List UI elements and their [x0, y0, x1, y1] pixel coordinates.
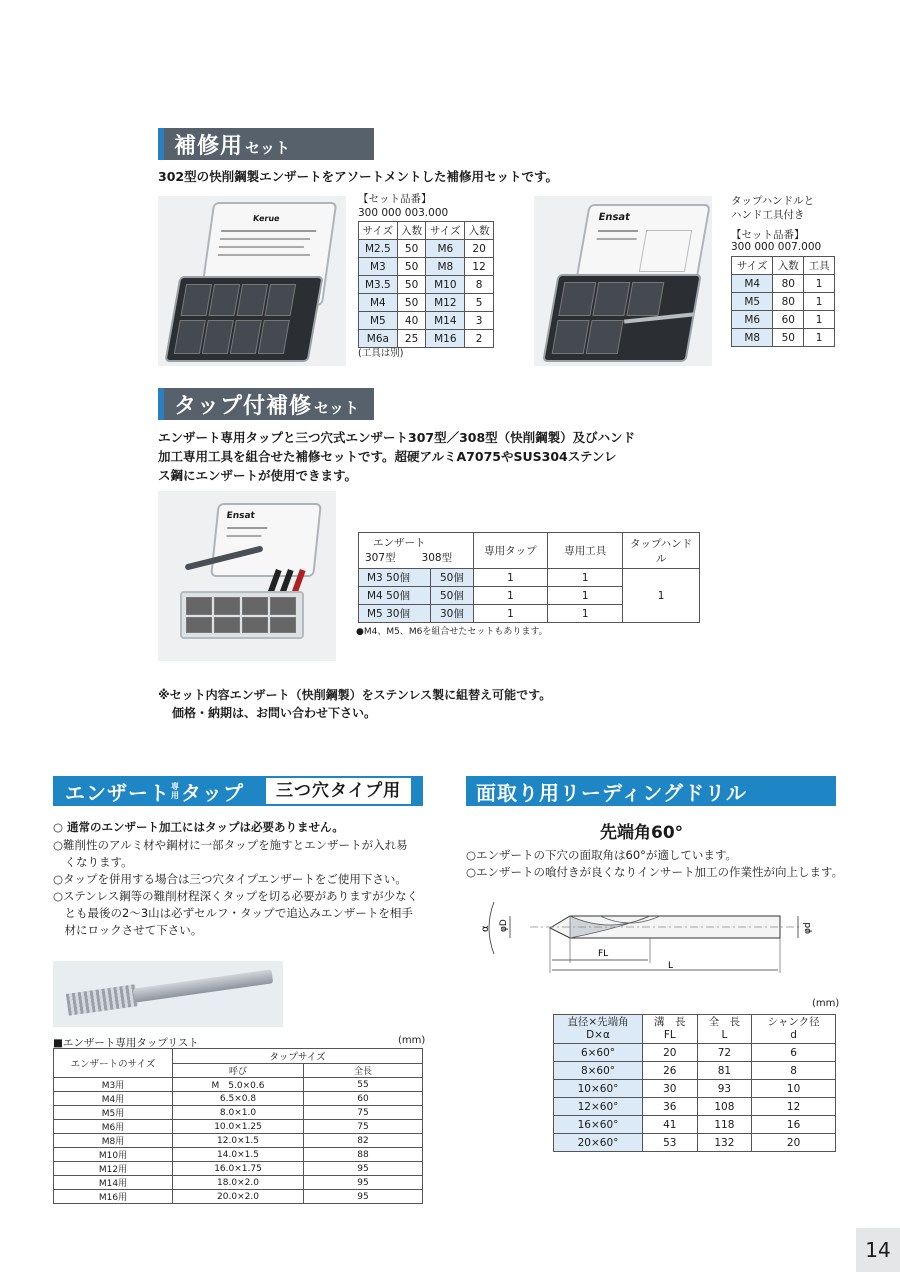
- d-large-label: φD: [499, 919, 509, 932]
- tap-set-table: エンザート 307型 308型 専用タップ 専用工具 タップハンドル M3 50個 50個 1 1 1 M4 50個 50個 1 1 M5 30個 30個 1 1: [358, 532, 700, 623]
- table-row: M4 50個 50個 1 1: [359, 587, 700, 605]
- table-row: M4 80 1: [732, 275, 835, 293]
- drill-bullet-2: ○エンザートの喰付きが良くなりインサート加工の作業性が向上します。: [466, 865, 844, 879]
- drill-subtitle: 先端角60°: [600, 823, 684, 843]
- right-set-label: 【セット品番】: [731, 229, 805, 241]
- tap-set-photo: [158, 491, 336, 661]
- right-set-table: サイズ 入数 工具 M4 80 1 M5 80 1 M6 60 1 M8 50 1: [731, 256, 835, 347]
- tap-section-title-pre: エンザート: [65, 780, 170, 805]
- table-row: 16×60° 41 118 16: [554, 1116, 836, 1134]
- tap-bullet-2: ○難削性のアルミ材や鋼材に一部タップを施すとエンザートが入れ易: [53, 838, 408, 852]
- table-row: M3 50 M8 12: [359, 258, 494, 276]
- tap-set-table-note: ●M4、M5、M6を組合せたセットもあります。: [356, 627, 548, 637]
- tap-bullet-7: 材にロックさせて下さい。: [53, 923, 203, 937]
- repair-set-title: 補修用: [174, 133, 244, 159]
- tap-bullet-3: くなります。: [53, 855, 133, 869]
- table-row: M5用 8.0×1.0 75: [54, 1106, 423, 1120]
- repair-set-title-sub: セット: [245, 138, 291, 157]
- tap-bullet-4: ○タップを併用する場合は三つ穴タイプエンザートをご使用下さい。: [53, 872, 407, 886]
- col-header-tap: 専用タップ: [473, 533, 548, 569]
- table-row: M6 60 1: [732, 311, 835, 329]
- tap-set-banner: [158, 388, 374, 420]
- tap-photo: [53, 961, 283, 1027]
- right-set-caption-2: ハンド工具付き: [731, 209, 805, 221]
- table-row: 12×60° 36 108 12: [554, 1098, 836, 1116]
- table-row: M10用 14.0×1.5 88: [54, 1148, 423, 1162]
- drill-diagram: [480, 888, 830, 980]
- table-row: M8 50 1: [732, 329, 835, 347]
- tap-section-type-box: 三つ穴タイプ用: [266, 778, 411, 804]
- tap-bullet-1: ○ 通常のエンザート加工にはタップは必要ありません。: [53, 820, 344, 834]
- drill-unit: (mm): [812, 998, 840, 1009]
- tap-set-desc-1: エンザート専用タップと三つ穴式エンザート307型／308型（快削鋼製）及びハンド: [158, 430, 636, 445]
- fl-label: FL: [598, 949, 609, 959]
- right-set-number: 300 000 007.000: [731, 241, 822, 253]
- tap-set-desc-2: 加工専用工具を組合せた補修セットです。超硬アルミA7075やSUS304ステンレ: [158, 449, 617, 464]
- tap-set-notice-1: ※セット内容エンザート（快削鋼製）をステンレス製に組替え可能です。: [158, 688, 552, 702]
- table-row: 8×60° 26 81 8: [554, 1062, 836, 1080]
- left-set-table: サイズ 入数 サイズ 入数 M2.5 50 M6 20 M3 50 M8 12 M3.5 50 M10 8 M4 50 M12 5 M5 40 M14 3 M6a 25 M16 2: [358, 221, 494, 348]
- drill-section-banner: [466, 776, 836, 806]
- table-row: M3 50個 50個 1 1 1: [359, 569, 700, 587]
- d-small-label: φd: [803, 922, 813, 934]
- brand-label: Kerue: [252, 214, 281, 223]
- repair-set-tool-photo: [534, 196, 712, 366]
- tap-list-unit: (mm): [398, 1035, 426, 1046]
- col-header-tool: 専用工具: [548, 533, 623, 569]
- table-row: 20×60° 53 132 20: [554, 1134, 836, 1152]
- table-row: M2.5 50 M6 20: [359, 240, 494, 258]
- table-row: M12用 16.0×1.75 95: [54, 1162, 423, 1176]
- table-row: M4用 6.5×0.8 60: [54, 1092, 423, 1106]
- table-row: M14用 18.0×2.0 95: [54, 1176, 423, 1190]
- table-row: M16用 20.0×2.0 95: [54, 1190, 423, 1204]
- handle-value: 1: [623, 569, 700, 623]
- tap-set-title: タップ付補修: [174, 393, 313, 419]
- repair-set-description: 302型の快削鋼製エンザートをアソートメントした補修用セットです。: [158, 169, 558, 184]
- drill-bullet-1: ○エンザートの下穴の面取角は60°が適しています。: [466, 848, 737, 862]
- brand-label: Ensat: [225, 511, 256, 521]
- left-set-label: 【セット品番】: [358, 193, 432, 205]
- tap-set-desc-3: ス鋼にエンザートが使用できます。: [158, 468, 358, 483]
- tap-set-notice-2: 価格・納期は、お問い合わせ下さい。: [172, 706, 377, 720]
- drill-section-title: 面取り用リーディングドリル: [476, 780, 747, 805]
- table-row: 6×60° 20 72 6: [554, 1044, 836, 1062]
- tap-list-title: ■エンザート専用タップリスト: [53, 1037, 199, 1049]
- page-number: 14: [856, 1228, 900, 1272]
- table-row: M4 50 M12 5: [359, 294, 494, 312]
- alpha-label: α: [480, 925, 491, 932]
- tap-bullet-5: ○ステンレス鋼等の難削材程深くタップを切る必要がありますが少なく: [53, 889, 419, 903]
- table-row: M3.5 50 M10 8: [359, 276, 494, 294]
- l-label: L: [668, 961, 674, 971]
- left-set-footnote: (工具は別): [358, 348, 404, 359]
- table-row: M5 30個 30個 1 1: [359, 605, 700, 623]
- left-set-number: 300 000 003.000: [358, 207, 449, 219]
- repair-set-photo: [158, 196, 346, 366]
- tap-section-banner: エンザート 専 用 タップ 三つ穴タイプ用: [53, 776, 423, 806]
- right-set-caption-1: タップハンドルと: [731, 195, 815, 207]
- col-header-handle: タップハンドル: [623, 533, 700, 569]
- table-row: M8用 12.0×1.5 82: [54, 1134, 423, 1148]
- repair-set-banner: [158, 128, 374, 160]
- tap-list-table: エンザートのサイズ タップサイズ 呼び 全長 M3用 M 5.0×0.6 55 M4用 6.5×0.8 60 M5用 8.0×1.0 75 M6用 10.0×1.25 75 M8用 12.0×1.5 82 M10用 14.0×1.5 88 M12用 16.0×1.75 95 M14用 18.0×2.0 95 M16用 20.0×2.0 95: [53, 1048, 423, 1204]
- table-row: M5 40 M14 3: [359, 312, 494, 330]
- tap-set-title-sub: セット: [314, 398, 360, 417]
- table-row: M3用 M 5.0×0.6 55: [54, 1078, 423, 1092]
- table-row: M6a 25 M16 2: [359, 330, 494, 348]
- table-row: M6用 10.0×1.25 75: [54, 1120, 423, 1134]
- table-row: M5 80 1: [732, 293, 835, 311]
- table-row: 10×60° 30 93 10: [554, 1080, 836, 1098]
- tap-section-title-post: タップ: [181, 780, 244, 805]
- brand-label: Ensat: [597, 212, 631, 223]
- tap-bullet-6: とも最後の2〜3山は必ずセルフ・タップで追込みエンザートを相手: [53, 906, 413, 920]
- drill-table: 直径×先端角 D×α 溝 長 FL 全 長 L シャンク径 d 6×60° 20 72 6 8×60° 26 81 8 10×60° 30 93 10 12×60° 36 108 12 16×60° 41 118 16 20×60° 53 132 20: [553, 1014, 836, 1152]
